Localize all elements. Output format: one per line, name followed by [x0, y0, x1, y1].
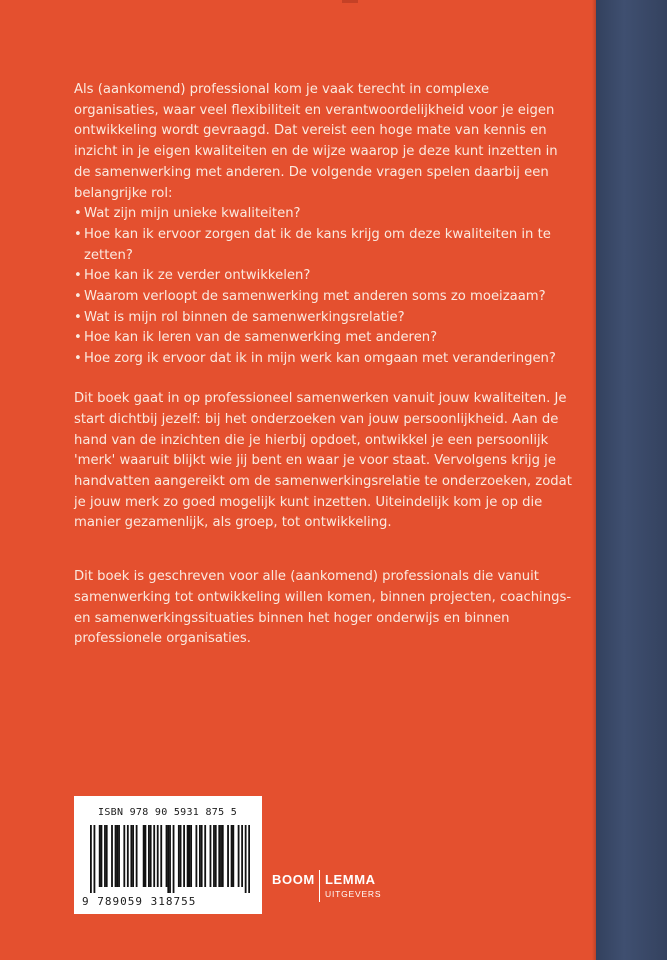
bullet-icon: • — [74, 351, 82, 367]
publisher-boom: BOOM — [272, 872, 315, 887]
question-item — [74, 266, 574, 287]
bullet-icon: • — [74, 289, 82, 305]
top-edge-mark — [342, 0, 358, 3]
intro-section — [74, 80, 574, 370]
question-item — [74, 287, 574, 308]
bullet-icon: • — [74, 206, 82, 222]
bullet-icon: • — [74, 268, 82, 284]
publisher-subtitle: UITGEVERS — [325, 889, 382, 899]
question-item — [74, 308, 574, 329]
question-text: Hoe kan ik ze verder ontwikkelen? — [84, 268, 311, 284]
barcode-icon — [90, 825, 250, 893]
book-spine — [596, 0, 667, 960]
question-text: Waarom verloopt de samenwerking met anderen soms zo moeizaam? — [84, 289, 546, 305]
description-paragraph: Dit boek gaat in op professioneel samenwerken vanuit jouw kwaliteiten. Je start dichtbij jezelf: bij het onderzoeken van jouw persoonlijkheid. Aan de hand van de inzichten die je hierbij opdoet, ontwikkel je een persoonlijk 'merk' waaruit blijkt wie jij bent en waar je voor staat. Vervolgens krijg je handvatten aangereikt om de samenwerkingsrelatie te onderzoeken, zodat je jouw merk zo goed mogelijk kunt inzetten. Uiteindelijk kom je op die manier gezamenlijk, als groep, tot ontwikkeling. — [74, 391, 572, 531]
question-text: Hoe kan ik ervoor zorgen dat ik de kans krijg om deze kwaliteiten in te zetten? — [84, 226, 551, 263]
question-item — [74, 204, 574, 225]
publisher-divider — [319, 870, 320, 902]
bullet-icon: • — [74, 226, 82, 242]
publisher-lemma: LEMMA — [325, 872, 376, 887]
question-text: Wat is mijn rol binnen de samenwerkingsrelatie? — [84, 309, 405, 325]
barcode-panel — [74, 796, 262, 914]
question-list — [74, 204, 574, 370]
question-text: Hoe kan ik leren van de samenwerking met anderen? — [84, 330, 438, 346]
bullet-icon: • — [74, 309, 82, 325]
question-text: Hoe zorg ik ervoor dat ik in mijn werk kan omgaan met veranderingen? — [84, 351, 556, 367]
isbn-label: ISBN 978 90 5931 875 5 — [98, 807, 238, 818]
bullet-icon: • — [74, 330, 82, 346]
question-item — [74, 225, 574, 266]
audience-paragraph: Dit boek is geschreven voor alle (aankomend) professionals die vanuit samenwerking tot ontwikkeling willen komen, binnen projecten, coachings- en samenwerkingssituaties binnen het hoger onderwijs en binnen professionele organisaties. — [74, 569, 572, 647]
question-text: Wat zijn mijn unieke kwaliteiten? — [84, 206, 301, 222]
question-item — [74, 349, 574, 370]
question-item — [74, 328, 574, 349]
barcode-number: 9 789059 318755 — [82, 895, 197, 908]
intro-paragraph: Als (aankomend) professional kom je vaak terecht in complexe organisaties, waar veel flexibiliteit en verantwoordelijkheid voor je eigen ontwikkeling wordt gevraagd. Dat vereist een hoge mate van kennis en inzicht in je eigen kwaliteiten en de wijze waarop je deze kunt inzetten in de samenwerking met anderen. De volgende vragen spelen daarbij een belangrijke rol: — [74, 82, 558, 201]
